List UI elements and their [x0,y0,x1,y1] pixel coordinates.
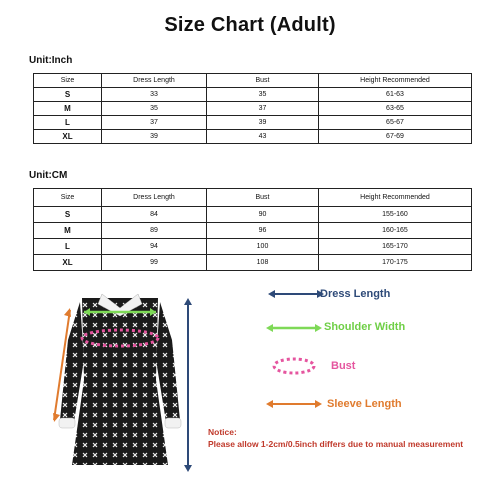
dress-length-legend-label: Dress Length [320,288,391,300]
dress-length-cell: 37 [102,116,207,130]
height-cell: 170-175 [319,255,472,271]
dress-length-cell: 84 [102,207,207,223]
right-sleeve [156,302,180,422]
notice [208,426,463,450]
shoulder-width-legend-arrow [264,322,324,334]
header-cell: Size [34,74,102,88]
bust-cell: 90 [207,207,319,223]
table-row [34,88,472,102]
bust-cell: 39 [207,116,319,130]
height-cell: 61-63 [319,88,472,102]
size-cell: L [34,239,102,255]
header-cell: Bust [207,189,319,207]
left-sleeve [60,302,84,422]
size-cell: XL [34,130,102,144]
table-row [34,255,472,271]
dress-length-cell: 94 [102,239,207,255]
sleeve-length-legend-arrow [264,398,324,410]
header-cell: Bust [207,74,319,88]
notice-title: Notice: [208,427,237,437]
height-cell: 67-69 [319,130,472,144]
bust-cell: 43 [207,130,319,144]
right-cuff [165,418,181,428]
bust-cell: 108 [207,255,319,271]
dress-length-cell: 33 [102,88,207,102]
cm-size-table [33,188,472,271]
header-cell: Size [34,189,102,207]
dress-length-cell: 89 [102,223,207,239]
dress-length-legend-arrow [266,288,326,300]
table-row [34,102,472,116]
size-cell: L [34,116,102,130]
header-cell: Height Recommended [319,74,472,88]
sleeve-length-legend-label: Sleeve Length [327,398,402,410]
height-cell: 65-67 [319,116,472,130]
inch-size-table [33,73,472,144]
dress-illustration [40,280,200,480]
height-cell: 63-65 [319,102,472,116]
size-cell: M [34,223,102,239]
size-cell: S [34,207,102,223]
header-cell: Dress Length [102,74,207,88]
header-cell: Dress Length [102,189,207,207]
inch-unit-label: Unit:Inch [29,55,73,66]
dress-length-cell: 35 [102,102,207,116]
dress-length-cell: 99 [102,255,207,271]
height-cell: 160-165 [319,223,472,239]
size-cell: S [34,88,102,102]
table-row [34,223,472,239]
left-cuff [59,418,75,428]
dress-length-cell: 39 [102,130,207,144]
page-title: Size Chart (Adult) [164,14,336,36]
table-row [34,116,472,130]
bust-cell: 100 [207,239,319,255]
size-cell: M [34,102,102,116]
bust-cell: 35 [207,88,319,102]
cm-unit-label: Unit:CM [29,170,68,181]
height-cell: 165-170 [319,239,472,255]
table-row [34,207,472,223]
bust-legend-label: Bust [331,360,356,372]
height-cell: 155-160 [319,207,472,223]
dress-body [72,298,168,465]
table-row [34,239,472,255]
header-cell: Height Recommended [319,189,472,207]
table-header-row [34,189,472,207]
table-row [34,130,472,144]
shoulder-width-legend-label: Shoulder Width [324,321,406,333]
bust-legend-marker [270,356,320,376]
bust-cell: 96 [207,223,319,239]
table-header-row [34,74,472,88]
bust-cell: 37 [207,102,319,116]
size-cell: XL [34,255,102,271]
notice-text: Please allow 1-2cm/0.5inch differs due to manual measurement [208,439,464,449]
